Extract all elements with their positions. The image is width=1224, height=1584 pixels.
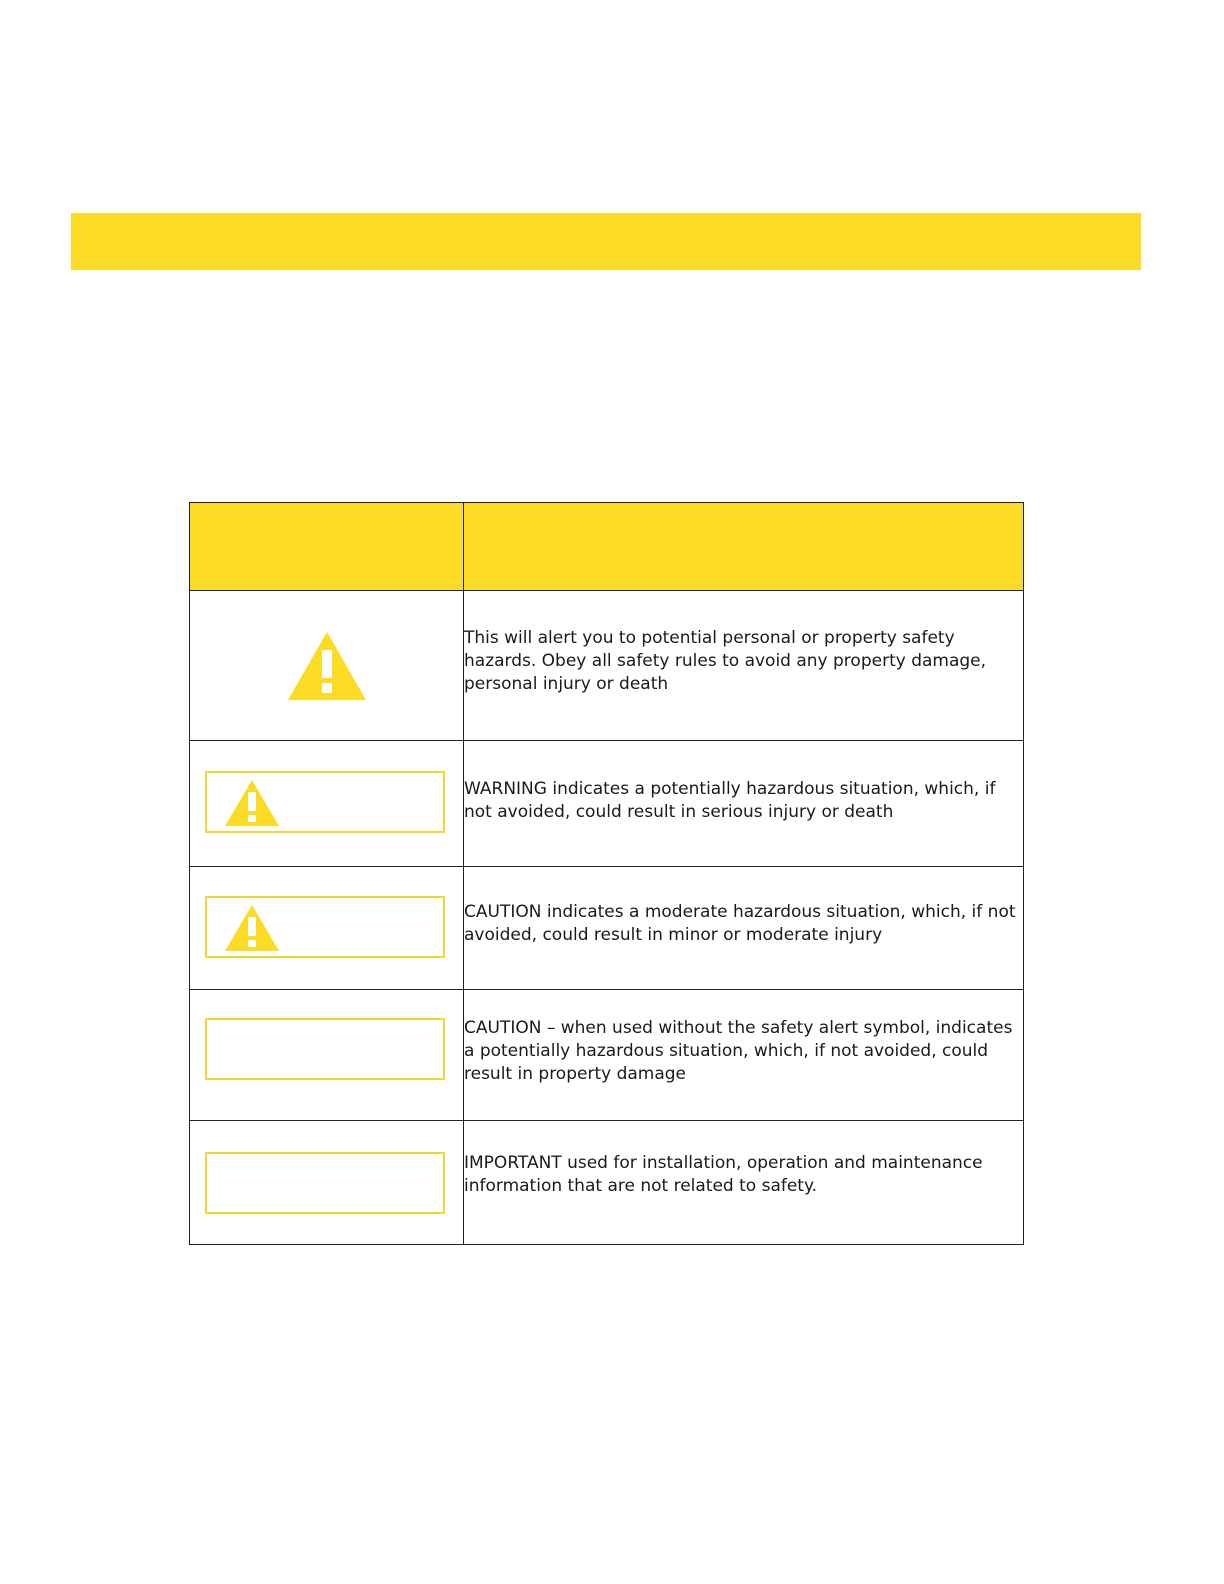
header-cell-symbol [190,503,464,591]
description-text: IMPORTANT used for installation, operation and maintenance information that are not related to safety. [464,1152,983,1196]
description-cell [464,1121,1024,1245]
symbol-cell [190,591,464,741]
description-cell [464,990,1024,1121]
safety-alert-icon [288,632,366,700]
warning-label [205,771,445,833]
description-cell [464,867,1024,990]
table-row [190,591,1024,741]
warning-triangle-icon [225,780,279,826]
caution-triangle-icon [225,905,279,951]
important-label [205,1152,445,1214]
table-row [190,1121,1024,1245]
symbol-cell [190,867,464,990]
table-row [190,990,1024,1121]
header-cell-meaning [464,503,1024,591]
description-text: This will alert you to potential personal or property safety hazards. Obey all safety rules to avoid any property damage, personal injury or death [464,628,987,694]
symbol-cell [190,990,464,1121]
caution-label [205,896,445,958]
header-banner [71,213,1141,270]
description-cell [464,591,1024,741]
description-text: CAUTION – when used without the safety alert symbol, indicates a potentially hazardous situation, which, if not avoided, could result in property damage [464,1017,1013,1084]
caution-no-symbol-label [205,1018,445,1080]
table-row [190,867,1024,990]
description-cell [464,741,1024,867]
symbol-cell [190,741,464,867]
safety-symbols-table [189,502,1024,1245]
table-row [190,741,1024,867]
description-text: WARNING indicates a potentially hazardous situation, which, if not avoided, could result in serious injury or death [464,778,996,822]
symbol-cell [190,1121,464,1245]
table-header-row [190,503,1024,591]
description-text: CAUTION indicates a moderate hazardous situation, which, if not avoided, could result in minor or moderate injury [464,902,1016,945]
